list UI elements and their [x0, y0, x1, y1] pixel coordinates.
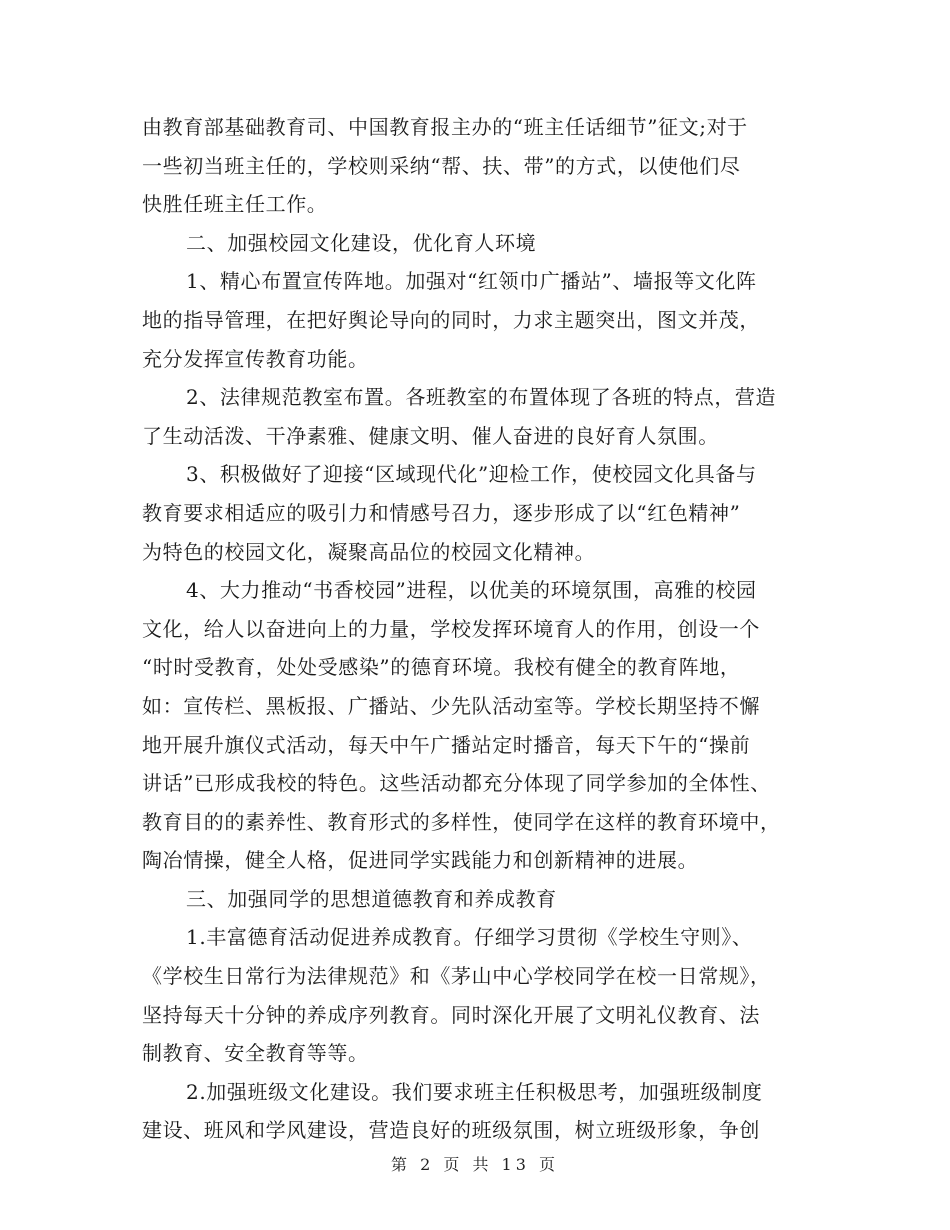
text-line: 2.加强班级文化建设。我们要求班主任积极思考，加强班级制度: [186, 1079, 763, 1104]
text-line: 一些初当班主任的，学校则采纳“帮、扶、带”的方式，以使他们尽: [142, 153, 741, 178]
text-line: 快胜任班主任工作。: [142, 192, 328, 217]
text-line: 3、积极做好了迎接“区域现代化”迎检工作，使校园文化具备与: [186, 462, 757, 487]
section-heading: 二、加强校园文化建设，优化育人环境: [186, 230, 537, 255]
text-line: 教育目的的素养性、教育形式的多样性，使同学在这样的教育环境中，: [142, 809, 781, 834]
text-line: 《学校生日常行为法律规范》和《茅山中心学校同学在校一日常规》，: [142, 964, 771, 989]
text-line: 由教育部基础教育司、中国教育报主办的“班主任话细节”征文;对于: [142, 115, 748, 139]
section-heading: 三、加强同学的思想道德教育和养成教育: [186, 886, 557, 911]
text-line: 充分发挥宣传教育功能。: [142, 346, 369, 371]
text-line: 1、精心布置宣传阵地。加强对“红领巾广播站”、墙报等文化阵: [186, 269, 757, 294]
text-line: 建设、班风和学风建设，营造良好的班级氛围，树立班级形象，争创: [142, 1118, 760, 1143]
text-line: 坚持每天十分钟的养成序列教育。同时深化开展了文明礼仪教育、法: [142, 1002, 760, 1027]
text-line: 教育要求相适应的吸引力和情感号召力，逐步形成了以“红色精神”: [142, 500, 741, 525]
text-line: 如：宣传栏、黑板报、广播站、少先队活动室等。学校长期坚持不懈: [142, 693, 760, 718]
text-line: 陶冶情操，健全人格，促进同学实践能力和创新精神的进展。: [142, 848, 699, 873]
text-line: 4、大力推动“书香校园”进程，以优美的环境氛围，高雅的校园: [186, 578, 757, 603]
document-body: [142, 108, 808, 1150]
text-line: 讲话”已形成我校的特色。这些活动都充分体现了同学参加的全体性、: [142, 771, 771, 796]
text-line: 为特色的校园文化，凝聚高品位的校园文化精神。: [142, 539, 596, 564]
text-line: “时时受教育，处处受感染”的德育环境。我校有健全的教育阵地，: [142, 655, 741, 680]
page-number-footer: 第 2 页 共 13 页: [391, 1155, 559, 1174]
text-line: 制教育、安全教育等等。: [142, 1041, 369, 1066]
text-line: 了生动活泼、干净素雅、健康文明、催人奋进的良好育人氛围。: [142, 423, 719, 448]
text-line: 地开展升旗仪式活动，每天中午广播站定时播音，每天下午的“操前: [142, 732, 751, 757]
text-line: 地的指导管理，在把好舆论导向的同时，力求主题突出，图文并茂，: [142, 307, 760, 332]
text-line: 1.丰富德育活动促进养成教育。仔细学习贯彻《学校生守则》、: [186, 925, 753, 950]
text-line: 2、法律规范教室布置。各班教室的布置体现了各班的特点，营造: [186, 385, 777, 410]
text-line: 文化，给人以奋进向上的力量，学校发挥环境育人的作用，创设一个: [142, 616, 760, 641]
